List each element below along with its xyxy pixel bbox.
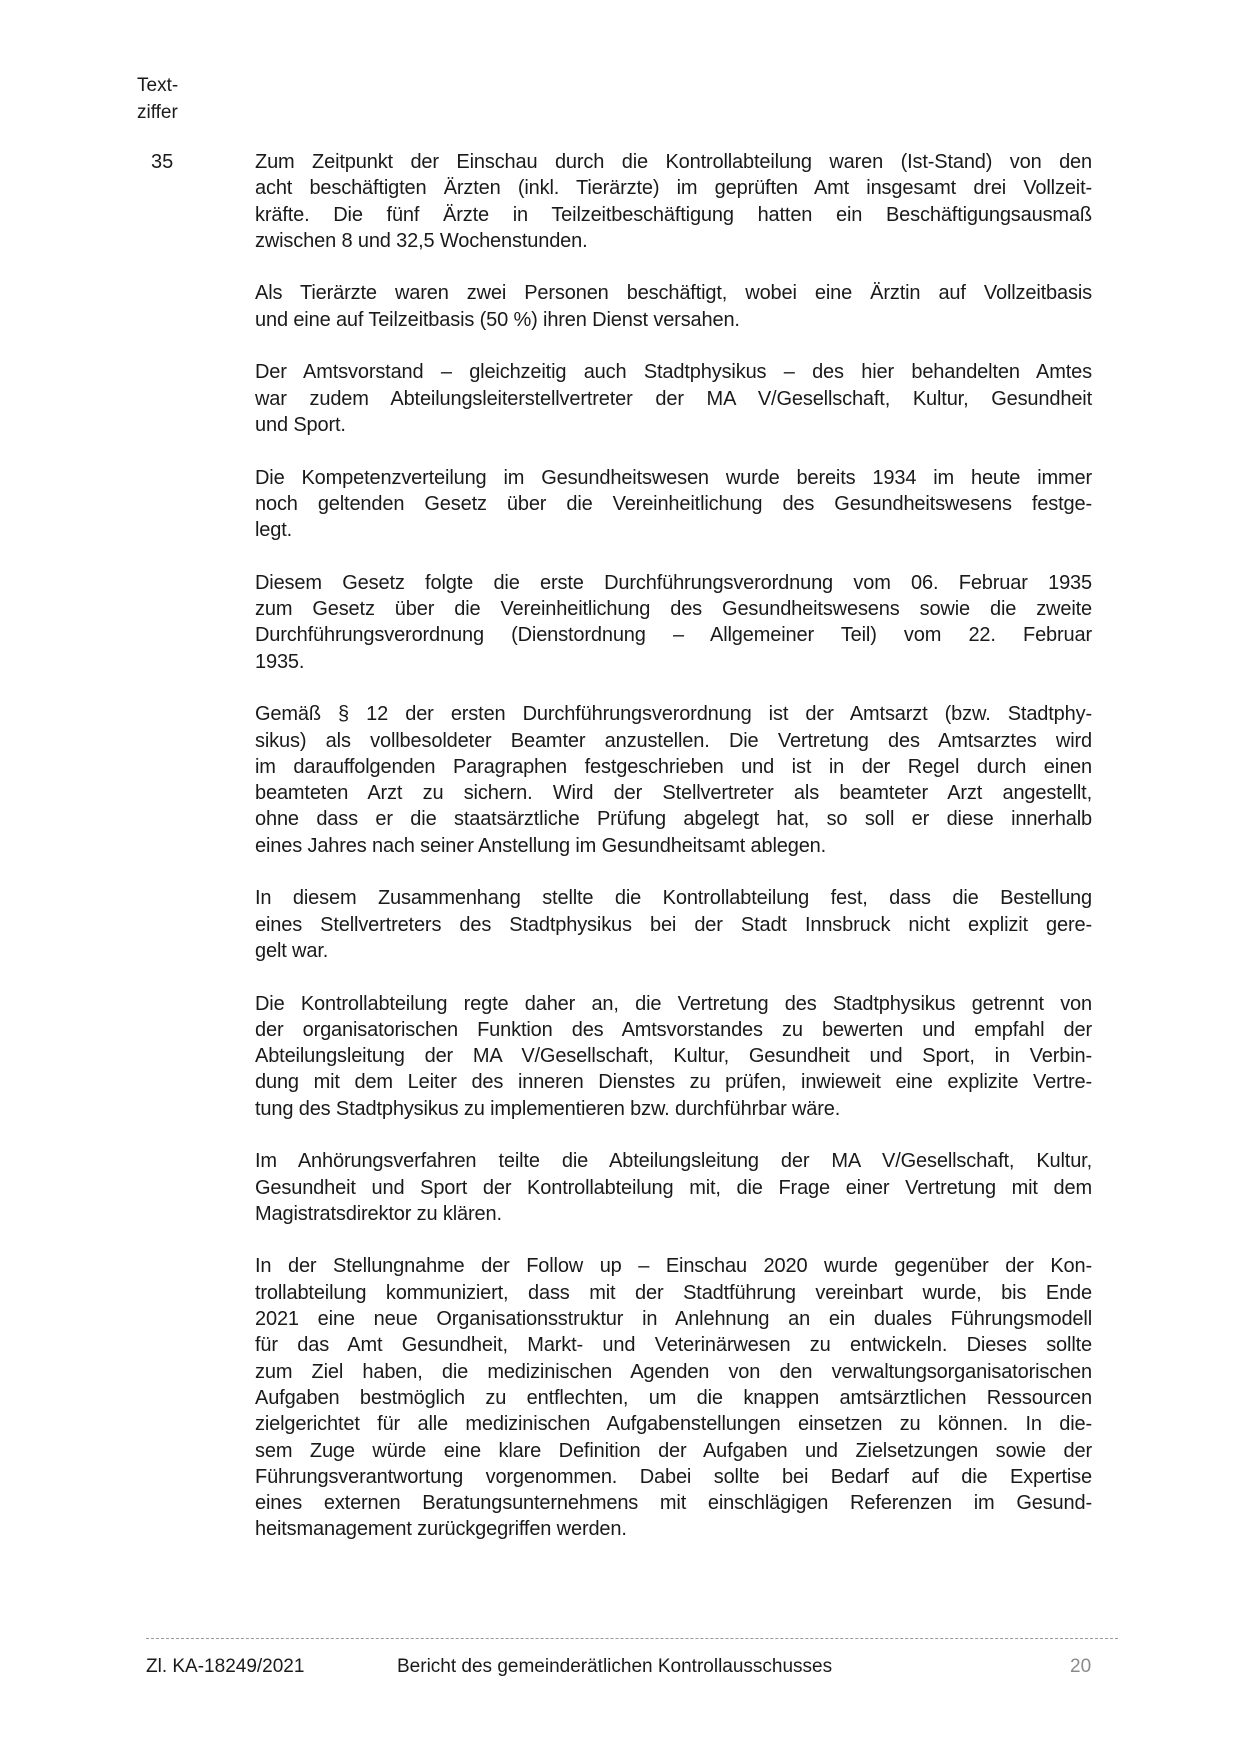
text-line: zwischen 8 und 32,5 Wochenstunden. <box>255 229 588 252</box>
text-line: kräfte. Die fünf Ärzte in Teilzeitbeschäftigung hatten ein Beschäftigungsausmaß <box>255 203 1092 226</box>
paragraph <box>255 149 1092 254</box>
text-line: und eine auf Teilzeitbasis (50 %) ihren Dienst versahen. <box>255 308 740 331</box>
text-line: Die Kompetenzverteilung im Gesundheitswesen wurde bereits 1934 im heute immer <box>255 466 1092 489</box>
text-line: beamteten Arzt zu sichern. Wird der Stellvertreter als beamteter Arzt angestellt, <box>255 782 1092 805</box>
text-line: Gesundheit und Sport der Kontrollabteilung mit, die Frage einer Vertretung mit dem <box>255 1176 1092 1199</box>
paragraph <box>255 465 1092 544</box>
text-line: In diesem Zusammenhang stellte die Kontrollabteilung fest, dass die Bestellung <box>255 887 1092 910</box>
document-body <box>255 149 1092 1569</box>
footer-title: Bericht des gemeinderätlichen Kontrollausschusses <box>397 1656 833 1677</box>
text-line: Diesem Gesetz folgte die erste Durchführungsverordnung vom 06. Februar 1935 <box>255 571 1092 594</box>
text-line: Gemäß § 12 der ersten Durchführungsverordnung ist der Amtsarzt (bzw. Stadtphy- <box>255 703 1092 726</box>
text-line: Als Tierärzte waren zwei Personen beschäftigt, wobei eine Ärztin auf Vollzeitbasis <box>255 282 1092 305</box>
text-line: eines Jahres nach seiner Anstellung im Gesundheitsamt ablegen. <box>255 834 827 857</box>
text-line: eines Stellvertreters des Stadtphysikus bei der Stadt Innsbruck nicht explizit gere- <box>255 913 1092 936</box>
paragraph <box>255 1148 1092 1227</box>
margin-heading-line: Text- <box>137 75 179 96</box>
text-line: für das Amt Gesundheit, Markt- und Veterinärwesen zu entwickeln. Dieses sollte <box>255 1334 1092 1357</box>
text-line: Im Anhörungsverfahren teilte die Abteilungsleitung der MA V/Gesellschaft, Kultur, <box>255 1150 1092 1173</box>
text-line: ohne dass er die staatsärztliche Prüfung abgelegt hat, so soll er diese innerhalb <box>255 808 1092 831</box>
text-line: gelt war. <box>255 939 329 962</box>
paragraph <box>255 570 1092 675</box>
text-line: Zum Zeitpunkt der Einschau durch die Kontrollabteilung waren (Ist-Stand) von den <box>255 151 1092 173</box>
textziffer-number: 35 <box>151 151 174 173</box>
margin-heading-line: ziffer <box>137 102 178 123</box>
text-line: tung des Stadtphysikus zu implementieren bzw. durchführbar wäre. <box>255 1097 841 1120</box>
text-line: sem Zuge würde eine klare Definition der Aufgaben und Zielsetzungen sowie der <box>255 1439 1092 1462</box>
text-line: zielgerichtet für alle medizinischen Aufgabenstellungen einsetzen zu können. In die- <box>255 1413 1092 1436</box>
text-line: 1935. <box>255 650 305 673</box>
footer-divider <box>146 1638 1118 1639</box>
page-number: 20 <box>1070 1656 1092 1677</box>
text-line: zum Gesetz über die Vereinheitlichung des Gesundheitswesens sowie die zweite <box>255 598 1092 621</box>
text-line: dung mit dem Leiter des inneren Dienstes zu prüfen, inwieweit eine explizite Vertre- <box>255 1071 1092 1094</box>
footer-reference: Zl. KA-18249/2021 <box>146 1656 305 1677</box>
paragraph <box>255 885 1092 964</box>
text-line: Führungsverantwortung vorgenommen. Dabei sollte bei Bedarf auf die Expertise <box>255 1465 1092 1488</box>
text-line: Abteilungsleitung der MA V/Gesellschaft, Kultur, Gesundheit und Sport, in Verbin- <box>255 1045 1092 1068</box>
text-line: Der Amtsvorstand – gleichzeitig auch Stadtphysikus – des hier behandelten Amtes <box>255 361 1092 384</box>
text-line: Magistratsdirektor zu klären. <box>255 1202 502 1225</box>
text-line: und Sport. <box>255 413 346 436</box>
text-line: trollabteilung kommuniziert, dass mit der Stadtführung vereinbart wurde, bis Ende <box>255 1281 1092 1304</box>
paragraph <box>255 1253 1092 1542</box>
text-line: der organisatorischen Funktion des Amtsvorstandes zu bewerten und empfahl der <box>255 1018 1092 1041</box>
text-line: Aufgaben bestmöglich zu entflechten, um die knappen amtsärztlichen Ressourcen <box>255 1386 1092 1409</box>
text-line: 2021 eine neue Organisationsstruktur in Anlehnung an ein duales Führungsmodell <box>255 1308 1092 1331</box>
margin-column-heading <box>137 72 178 126</box>
text-line: war zudem Abteilungsleiterstellvertreter der MA V/Gesellschaft, Kultur, Gesundheit <box>255 387 1092 410</box>
text-line: Durchführungsverordnung (Dienstordnung – Allgemeiner Teil) vom 22. Februar <box>255 624 1092 647</box>
text-line: noch geltenden Gesetz über die Vereinheitlichung des Gesundheitswesens festge- <box>255 492 1092 515</box>
text-line: In der Stellungnahme der Follow up – Einschau 2020 wurde gegenüber der Kon- <box>255 1255 1092 1278</box>
text-line: acht beschäftigten Ärzten (inkl. Tierärzte) im geprüften Amt insgesamt drei Vollzeit- <box>255 177 1092 200</box>
text-line: eines externen Beratungsunternehmens mit einschlägigen Referenzen im Gesund- <box>255 1492 1092 1515</box>
text-line: sikus) als vollbesoldeter Beamter anzustellen. Die Vertretung des Amtsarztes wird <box>255 729 1092 752</box>
paragraph <box>255 991 1092 1122</box>
paragraph <box>255 701 1092 859</box>
text-line: im darauffolgenden Paragraphen festgeschrieben und ist in der Regel durch einen <box>255 755 1092 778</box>
text-line: Die Kontrollabteilung regte daher an, die Vertretung des Stadtphysikus getrennt von <box>255 992 1092 1015</box>
text-line: zum Ziel haben, die medizinischen Agenden von den verwaltungsorganisatorischen <box>255 1360 1092 1383</box>
paragraph <box>255 280 1092 333</box>
paragraph <box>255 359 1092 438</box>
text-line: heitsmanagement zurückgegriffen werden. <box>255 1518 627 1541</box>
text-line: legt. <box>255 519 293 542</box>
